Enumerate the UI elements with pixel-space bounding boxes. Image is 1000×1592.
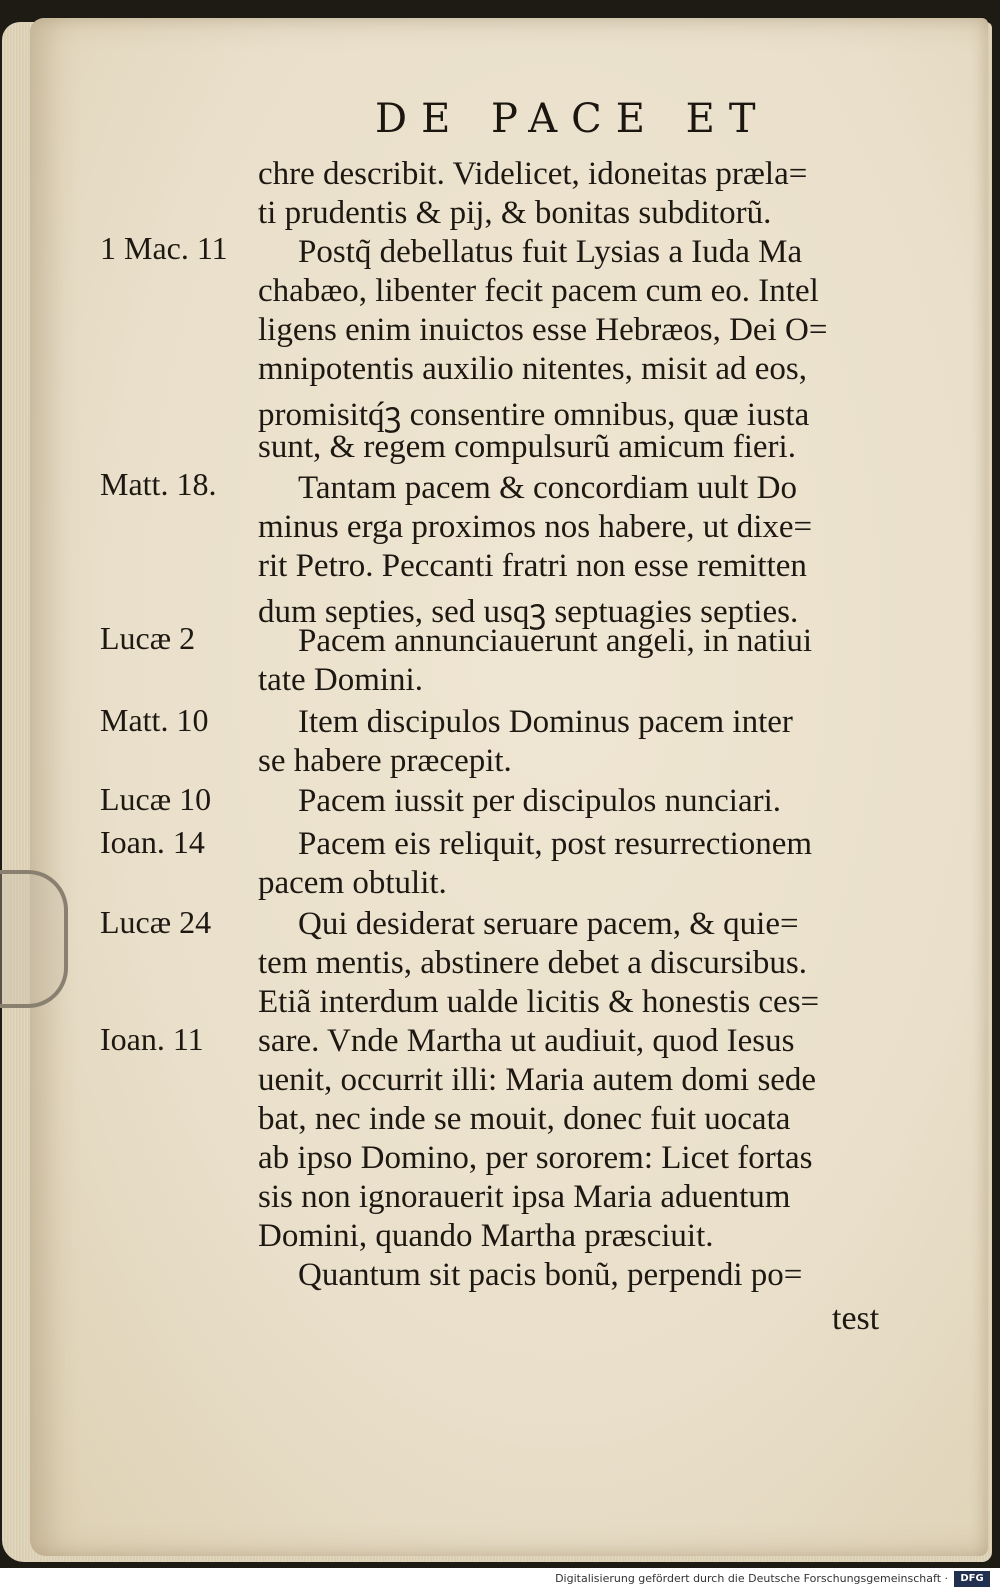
text-line: ligens enim inuictos esse Hebræos, Dei O= xyxy=(258,312,828,348)
text-line: se habere præcepit. xyxy=(258,743,512,779)
text-line: Etiã interdum ualde licitis & honestis ces= xyxy=(258,984,820,1020)
text-line: chre describit. Videlicet, idoneitas præla= xyxy=(258,156,808,192)
margin-note: Ioan. 14 xyxy=(100,824,205,860)
text-line: Domini, quando Martha præsciuit. xyxy=(258,1218,714,1254)
margin-note: Lucæ 10 xyxy=(100,781,212,817)
running-head: DE PACE ET xyxy=(375,96,770,142)
margin-note: Matt. 10 xyxy=(100,702,209,738)
margin-note: 1 Mac. 11 xyxy=(100,230,228,266)
text-line: uenit, occurrit illi: Maria autem domi sede xyxy=(258,1062,817,1098)
text-line: bat, nec inde se mouit, donec fuit uocata xyxy=(258,1101,791,1137)
margin-note: Ioan. 11 xyxy=(100,1021,204,1057)
text-line: Quantum sit pacis bonũ, perpendi po= xyxy=(298,1257,803,1293)
margin-note: Matt. 18. xyxy=(100,466,217,502)
text-line: tate Domini. xyxy=(258,662,423,698)
text-line: dum septies, sed usqꝫ septuagies septies. xyxy=(258,594,799,630)
text-line: tem mentis, abstinere debet a discursibus. xyxy=(258,945,807,981)
text-line: sunt, & regem compulsurũ amicum fieri. xyxy=(258,429,796,465)
text-line: rit Petro. Peccanti fratri non esse remitten xyxy=(258,548,807,584)
text-line: minus erga proximos nos habere, ut dixe= xyxy=(258,509,813,545)
book-clip xyxy=(0,870,68,1008)
text-line: Pacem annunciauerunt angeli, in natiui xyxy=(298,623,813,659)
text-line: Pacem iussit per discipulos nunciari. xyxy=(298,783,781,819)
text-line: promisitq́ꝫ consentire omnibus, quæ iusta xyxy=(258,397,810,433)
text-line: ab ipso Domino, per sororem: Licet fortas xyxy=(258,1140,813,1176)
text-line: Pacem eis reliquit, post resurrectionem xyxy=(298,826,813,862)
text-line: mnipotentis auxilio nitentes, misit ad eos, xyxy=(258,351,808,387)
margin-note: Lucæ 2 xyxy=(100,620,196,656)
catchword: test xyxy=(832,1300,880,1337)
text-line: ti prudentis & pij, & bonitas subditorũ. xyxy=(258,195,772,231)
margin-note: Lucæ 24 xyxy=(100,904,212,940)
footer-credit: Digitalisierung gefördert durch die Deutsche Forschungsgemeinschaft · xyxy=(555,1572,948,1585)
text-line: Tantam pacem & concordiam uult Do xyxy=(298,470,797,506)
text-line: chabæo, libenter fecit pacem cum eo. Intel xyxy=(258,273,819,309)
footer xyxy=(0,1568,1000,1592)
dfg-logo-icon: DFG xyxy=(954,1571,990,1587)
text-line: sare. Vnde Martha ut audiuit, quod Iesus xyxy=(258,1023,795,1059)
text-line: pacem obtulit. xyxy=(258,865,447,901)
text-line: Postq̃ debellatus fuit Lysias a Iuda Ma xyxy=(298,234,803,270)
text-line: Qui desiderat seruare pacem, & quie= xyxy=(298,906,799,942)
text-line: sis non ignorauerit ipsa Maria aduentum xyxy=(258,1179,791,1215)
text-line: Item discipulos Dominus pacem inter xyxy=(298,704,793,740)
